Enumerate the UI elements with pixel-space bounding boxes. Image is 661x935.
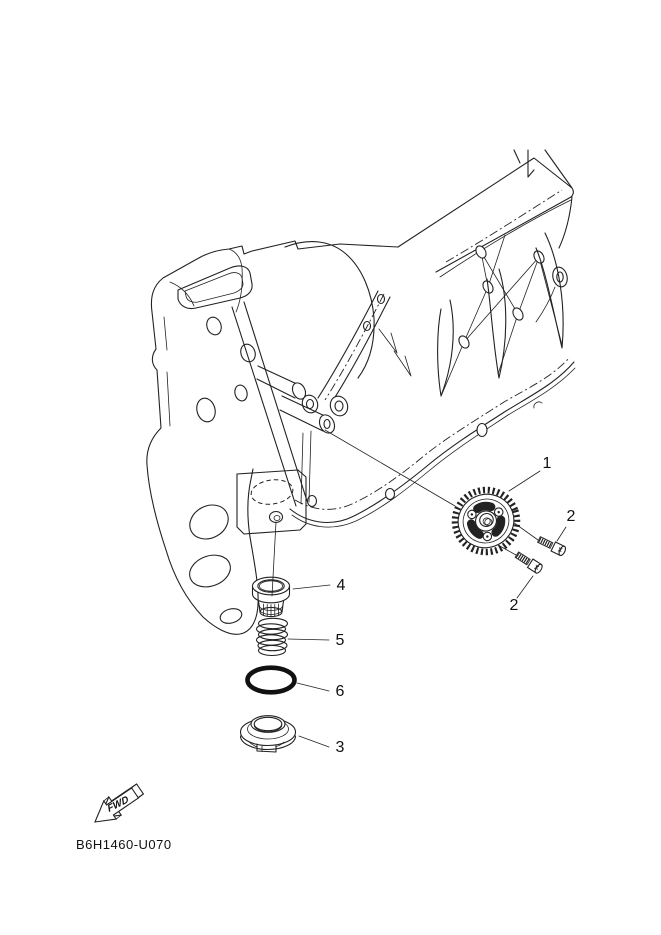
callout-1-leader [509, 471, 540, 491]
callout-2b[interactable] [510, 576, 533, 614]
callouts [288, 455, 576, 756]
cover-mating-edge [290, 357, 575, 527]
callout-2a[interactable] [557, 508, 576, 541]
callout-4[interactable] [293, 577, 346, 594]
cooling-fins [438, 233, 564, 396]
oil-pump-gear [446, 481, 525, 560]
callout-5-label[interactable]: 5 [335, 632, 345, 649]
left-bracket [147, 249, 258, 634]
bolt-upper [537, 535, 567, 557]
strainer-cap [241, 716, 296, 752]
case-strut [300, 291, 411, 418]
callout-6-leader [297, 683, 329, 691]
callout-4-leader [293, 585, 330, 589]
fwd-arrow-label: FWD [106, 794, 131, 816]
callout-5[interactable] [288, 632, 345, 649]
callout-2b-leader [517, 576, 533, 598]
callout-1[interactable] [509, 455, 552, 491]
callout-6[interactable] [297, 683, 345, 700]
callout-3-label[interactable]: 3 [335, 739, 345, 756]
mount-cylinders [257, 366, 337, 436]
o-ring [248, 668, 295, 693]
callout-2b-label[interactable]: 2 [509, 597, 519, 614]
relief-spring [257, 618, 288, 655]
callout-3-leader [299, 736, 329, 747]
crankcase-drawing [147, 150, 575, 634]
callout-2a-leader [557, 527, 566, 541]
callout-1-label[interactable]: 1 [542, 455, 552, 472]
bolt-lower [514, 550, 543, 574]
diagram-code: B6H1460-U070 [76, 837, 172, 852]
callout-6-label[interactable]: 6 [335, 683, 345, 700]
fwd-arrow [95, 784, 143, 822]
callout-4-label[interactable]: 4 [336, 577, 346, 594]
callout-2a-label[interactable]: 2 [566, 508, 576, 525]
callout-5-leader [288, 639, 329, 640]
callout-3[interactable] [299, 736, 345, 756]
